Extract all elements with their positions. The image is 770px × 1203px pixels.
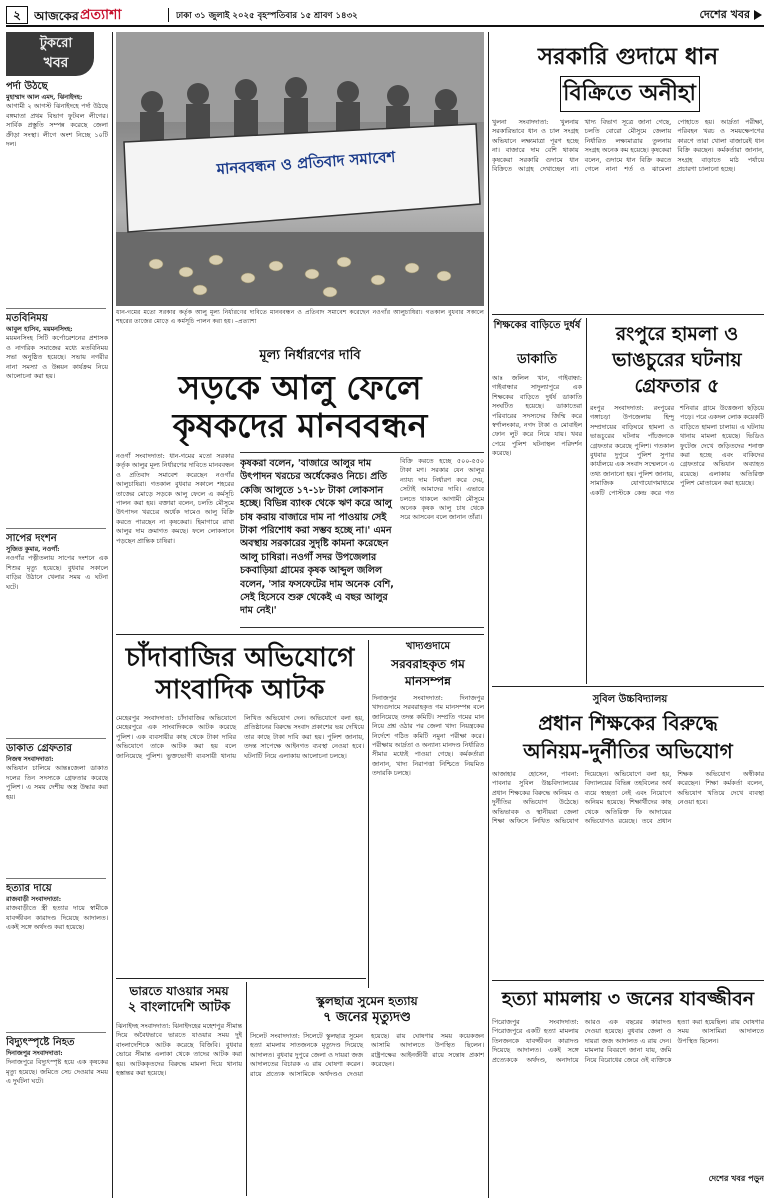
head-teacher-kicker: সুবিল উচ্চবিদ্যালয় xyxy=(592,694,668,705)
sidebar-item xyxy=(6,882,108,1032)
sidebar-item-body: ময়মনসিংহ সিটি কর্পোরেশনের প্রশাসক ও নাগরিক সমাজের মধ্যে মতবিনিময় সভা অনুষ্ঠিত হয়েছে। সভায় নগরীর নানা সমস্যা ও উন্নয়ন কার্যক্রম নিয়ে আলোচনা করা হয়। xyxy=(6,334,108,381)
gom-kicker: খাদ্যগুদামে xyxy=(405,641,451,652)
sidebar-item xyxy=(6,1036,108,1196)
divider xyxy=(492,314,764,315)
sidebar-item xyxy=(6,742,108,872)
divider xyxy=(492,980,764,981)
pull-quote: কৃষকরা বলেন, 'বাজারে আলুর দাম উৎপাদন খরচের অর্ধেকেরও নিচে। প্রতি কেজি আলুতে ১৭-১৮ টাকা লোকসান হচ্ছে। বিভিন্ন ব্যাংক থেকে ঋণ করে আলু চাষ করায় বাজারে দাম না পাওয়ায় সেই টাকা পরিশোধ করা সম্ভব হচ্ছে না।' এমন অবস্থায় সরকারের সুদৃষ্টি কামনা করেছেন আলু চাষিরা। নওগাঁ সদর উপজেলার চকবাড়িয়া গ্রামের কৃষক আব্দুল জলিল বলেন, 'সার ফসফেটের দাম অনেক বেশি, সেই হিসেবে শুরু থেকেই এ বছর আলুর দাম নেই।' xyxy=(240,458,394,617)
jabajjibon-headline: হত্যা মামলায় ৩ জনের যাবজ্জীবন xyxy=(501,988,755,1010)
divider xyxy=(488,32,489,1198)
sidebar-item-body: নওগাঁর পত্নীতলায় সাপের দংশনে এক শিশুর মৃত্যু হয়েছে। বুধবার সকালে বাড়ির উঠানে খেলার সময় এ ঘটনা ঘটে। xyxy=(6,554,108,591)
govt-headline-line-2: বিক্রিতে অনীহা xyxy=(563,81,696,106)
sidebar-item xyxy=(6,532,108,772)
divider xyxy=(6,1032,106,1033)
divider xyxy=(6,878,106,879)
divider xyxy=(246,982,247,1196)
gom-body: দিনাজপুর সংবাদদাতা: দিনাজপুর খাদ্যগুদামে সরবরাহকৃত গম মানসম্পন্ন বলে জানিয়েছে তদন্ত কমিটি। সম্প্রতি গমের মান নিয়ে প্রশ্ন ওঠার পর জেলা খাদ্য নিয়ন্ত্রকের নির্দেশে গঠিত কমিটি নমুনা পরীক্ষা করে। পরীক্ষায় আর্দ্রতা ও অন্যান্য মানদণ্ড নির্ধারিত সীমার মধ্যেই পাওয়া গেছে। কর্মকর্তারা জানান, খাদ্য নিরাপত্তা নিশ্চিতে নিয়মিত তদারকি চলছে। xyxy=(372,694,484,778)
head-teacher-headline-line-2: অনিয়ম-দুর্নীতির অভিযোগ xyxy=(523,739,733,763)
dakati-headline: ডাকাতি xyxy=(517,352,557,367)
chanda-headline-line-1: চাঁদাবাজির অভিযোগে xyxy=(125,643,355,673)
dateline: ঢাকা ৩১ জুলাই ২০২৫ বৃহস্পতিবার ১৫ শ্রাবণ ১৪৩২ xyxy=(176,11,358,21)
sidebar-item-title: সাপের দংশন xyxy=(6,533,57,544)
brand-prefix: আজকের xyxy=(34,9,79,23)
govt-headline-line-1: সরকারি গুদামে ধান xyxy=(537,44,719,70)
banner-text: মানববন্ধন ও প্রতিবাদ সমাবেশ xyxy=(216,147,396,179)
pull-quote-box xyxy=(240,452,484,628)
badge-line-1: টুকরো xyxy=(39,36,73,51)
govt-body: খুলনা সংবাদদাতা: খুলনায় সরকারিভাবে ধান ও চাল সংগ্রহ অভিযানে লক্ষ্যমাত্রা পূরণ হচ্ছে না। বাজারে দাম বেশি থাকায় কৃষকেরা সরকারি গুদামে ধান বিক্রিতে আগ্রহ দেখাচ্ছেন না। খাদ্য বিভাগ সূত্রে জানা গেছে, চলতি বোরো মৌসুমে জেলায় নির্ধারিত লক্ষ্যমাত্রার তুলনায় সংগ্রহ অনেক কম হয়েছে। কৃষকেরা বলেন, গুদামে ধান বিক্রি করতে গেলে নানা শর্ত ও ঝামেলা পোহাতে হয়। আর্দ্রতা পরীক্ষা, পরিবহন খরচ ও সময়ক্ষেপণের কারণে তারা খোলা বাজারেই ধান বিক্রি করছেন। কর্মকর্তারা জানান, সংগ্রহ বাড়াতে মাঠ পর্যায়ে প্রচারণা চালানো হচ্ছে। xyxy=(492,118,764,174)
sidebar-item-title: পর্দা উঠছে xyxy=(6,81,48,92)
lead-headline-line-2: কৃষকদের মানববন্ধন xyxy=(172,406,428,445)
lead-photo xyxy=(116,32,484,306)
sidebar-item-title: বিদ্যুৎস্পৃষ্টে নিহত xyxy=(6,1037,75,1048)
gom-headline-line-1: সরবরাহকৃত গম xyxy=(391,657,465,671)
govt-headline-box xyxy=(560,76,700,112)
sidebar-item-title: মতবিনিময় xyxy=(6,313,48,324)
divider xyxy=(6,738,106,739)
sumon-body: সিলেট সংবাদদাতা: সিলেটে স্কুলছাত্র সুমেন হত্যা মামলায় সাতজনকে মৃত্যুদণ্ড দিয়েছে আদালত। বুধবার দুপুরে জেলা ও দায়রা জজ আদালতের বিচারক এ রায় ঘোষণা করেন। রায়ে প্রত্যেক আসামিকে অর্থদণ্ডও দেওয়া হয়েছে। রায় ঘোষণার সময় কয়েকজন আসামি আদালতে উপস্থিত ছিলেন। রাষ্ট্রপক্ষের আইনজীবী রায়ে সন্তোষ প্রকাশ করেছেন। xyxy=(250,1032,484,1078)
rangpur-headline-line-3: গ্রেফতার ৫ xyxy=(634,375,720,397)
sidebar-item-body: আগামী ২ আগস্ট ঝিনাইদহে পর্দা উঠছে বঙ্গমাতা প্রথম বিভাগ ফুটবল লীগের। সার্বিক প্রস্তুতি সম্পন্ন করেছে জেলা ক্রীড়া সংস্থা। লীগে অংশ নিচ্ছে ১০টি দল। xyxy=(6,102,108,149)
sidebar xyxy=(6,32,110,1198)
lead-kicker: মূল্য নির্ধারণের দাবি xyxy=(259,348,361,363)
divider xyxy=(116,634,484,635)
sidebar-item-body: অভিযান চালিয়ে আন্তঃজেলা ডাকাত দলের তিন সদস্যকে গ্রেফতার করেছে পুলিশ। এ সময় দেশীয় অস্ত্র উদ্ধার করা হয়। xyxy=(6,764,108,801)
section-marker xyxy=(754,10,762,20)
masthead xyxy=(6,5,764,27)
sidebar-item-title: ডাকাত গ্রেফতার xyxy=(6,743,72,754)
bharat-headline-line-1: ভারতে যাওয়ার সময় xyxy=(129,984,229,998)
sidebar-badge xyxy=(6,32,94,76)
divider xyxy=(116,978,366,979)
dakati-kicker: শিক্ষকের বাড়িতে দুর্ধর্ষ xyxy=(493,320,581,331)
sidebar-item-body: দিনাজপুরে বিদ্যুৎস্পৃষ্ট হয়ে এক কৃষকের মৃত্যু হয়েছে। জমিতে সেচ দেওয়ার সময় এ দুর্ঘটনা ঘটে। xyxy=(6,1058,108,1086)
sidebar-item-byline: নিজস্ব সংবাদদাতা: xyxy=(6,755,54,763)
divider xyxy=(492,686,764,687)
badge-line-2: খবর xyxy=(43,55,69,71)
chanda-body: মেহেরপুর সংবাদদাতা: চাঁদাবাজির অভিযোগে মেহেরপুরে এক সাংবাদিককে আটক করেছে পুলিশ। এক ব্যবসায়ীর কাছ থেকে টাকা দাবির অভিযোগে তাকে আটক করা হয় বলে জানিয়েছে পুলিশ। ভুক্তভোগী ব্যবসায়ী থানায় লিখিত অভিযোগ দেন। অভিযোগে বলা হয়, প্রতিষ্ঠানের বিরুদ্ধে সংবাদ প্রকাশের ভয় দেখিয়ে তার কাছে টাকা দাবি করা হয়। পুলিশ জানায়, তদন্ত সাপেক্ষে আইনগত ব্যবস্থা নেওয়া হবে। ঘটনাটি নিয়ে এলাকায় আলোচনা চলছে। xyxy=(116,714,364,760)
brand-name: প্রত্যাশা xyxy=(80,7,122,23)
sidebar-item-title: হত্যার দায়ে xyxy=(6,883,52,894)
rangpur-headline-line-1: রংপুরে হামলা ও xyxy=(615,323,739,345)
lead-body-continued: বিক্রি করতে হচ্ছে ৫০০-৫৫০ টাকা মণ। সরকার যেন আলুর ন্যায্য দাম নির্ধারণ করে দেয়, সেটাই আমাদের দাবি। এভাবে চলতে থাকলে আগামী মৌসুমে অনেক কৃষক আলু চাষ থেকে সরে আসবেন বলে জানান তাঁরা। xyxy=(400,457,484,522)
photo-caption: ধান-গমের মতো সরকার কর্তৃক আলু মূল্য নির্ধারণের দাবিতে মানববন্ধন ও প্রতিবাদ সমাবেশ করেছেন নওগাঁর আলুচাষিরা। গতকাল বুধবার সকালে শহরের তাজের মোড়ে এ কর্মসূচি পালন করা হয়। –প্রত্যাশা xyxy=(116,309,484,325)
sumon-headline-line-1: স্কুলছাত্র সুমেন হত্যায় xyxy=(316,994,418,1008)
divider xyxy=(168,8,169,22)
sidebar-item-byline: রাজবাড়ী সংবাদদাতা: xyxy=(6,895,62,903)
sidebar-item-byline: মুহাম্মাদ আল এমদ, ঝিনাইদহ: xyxy=(6,93,83,101)
divider xyxy=(586,318,587,684)
rangpur-body: রংপুর সংবাদদাতা: রংপুরের গঙ্গাচড়া উপজেলায় হিন্দু সম্প্রদায়ের বাড়িঘরে হামলা ও ভাঙচুরের ঘটনায় পাঁচজনকে গ্রেফতার করেছে পুলিশ। গতকাল বুধবার দুপুরে পুলিশ সুপার কার্যালয়ে এক সংবাদ সম্মেলনে এ তথ্য জানানো হয়। পুলিশ জানায়, সামাজিক যোগাযোগমাধ্যমে একটি পোস্টকে কেন্দ্র করে গত শনিবার গ্রামে উত্তেজনা ছড়িয়ে পড়ে। পরে একদল লোক কয়েকটি বাড়িতে হামলা চালায়। এ ঘটনায় থানায় মামলা হয়েছে। ভিডিও ফুটেজ দেখে জড়িতদের শনাক্ত করা হচ্ছে এবং বাকিদের গ্রেফতারে অভিযান অব্যাহত রয়েছে। এলাকায় অতিরিক্ত পুলিশ মোতায়েন করা হয়েছে। xyxy=(590,404,764,497)
bharat-headline-line-2: ২ বাংলাদেশি আটক xyxy=(127,1000,231,1015)
divider xyxy=(6,528,106,529)
head-teacher-headline-line-1: প্রধান শিক্ষকের বিরুদ্ধে xyxy=(538,711,718,735)
sidebar-item xyxy=(6,80,108,320)
divider xyxy=(112,32,113,1198)
chanda-headline-line-2: সাংবাদিক আটক xyxy=(155,675,325,705)
sidebar-item-byline: সুজিত কুমার, নওগাঁ: xyxy=(6,545,60,553)
bharat-body: ঝিনাইদহ সংবাদদাতা: ঝিনাইদহের মহেশপুর সীমান্ত দিয়ে অবৈধভাবে ভারতে যাওয়ার সময় দুই বাংলাদেশিকে আটক করেছে বিজিবি। বুধবার ভোরে সীমান্ত এলাকা থেকে তাদের আটক করা হয়। আটককৃতদের বিরুদ্ধে মামলা দিয়ে থানায় হস্তান্তর করা হয়েছে। xyxy=(116,1022,242,1078)
jabajjibon-body: পিরোজপুর সংবাদদাতা: পিরোজপুরে একটি হত্যা মামলায় তিনজনকে যাবজ্জীবন কারাদণ্ড দিয়েছে আদালত। একই সঙ্গে প্রত্যেককে অর্থদণ্ড, অনাদায়ে আরও এক বছরের কারাদণ্ড দেওয়া হয়েছে। বুধবার জেলা ও দায়রা জজ আদালত এ রায় দেন। মামলার বিবরণে জানা যায়, জমি নিয়ে বিরোধের জেরে ওই ব্যক্তিকে হত্যা করা হয়েছিল। রায় ঘোষণার সময় আসামিরা আদালতে উপস্থিত ছিলেন। xyxy=(492,1018,764,1064)
lead-headline-line-1: সড়কে আলু ফেলে xyxy=(178,368,422,407)
rangpur-headline-line-2: ভাঙচুরের ঘটনায় xyxy=(612,349,742,371)
head-teacher-body: আজাহার হোসেন, পাবনা: পাবনার সুবিল উচ্চবিদ্যালয়ের প্রধান শিক্ষকের বিরুদ্ধে অনিয়ম ও দুর্নীতির অভিযোগ উঠেছে। অভিভাবক ও স্থানীয়রা জেলা শিক্ষা অফিসে লিখিত অভিযোগ দিয়েছেন। অভিযোগে বলা হয়, বিদ্যালয়ের বিভিন্ন তহবিলের অর্থ ব্যয়ে স্বচ্ছতা নেই এবং নিয়োগে অনিয়ম হয়েছে। শিক্ষার্থীদের কাছ থেকে অতিরিক্ত ফি আদায়ের অভিযোগও রয়েছে। তবে প্রধান শিক্ষক অভিযোগ অস্বীকার করেছেন। শিক্ষা কর্মকর্তা বলেন, অভিযোগ খতিয়ে দেখে ব্যবস্থা নেওয়া হবে। xyxy=(492,770,764,826)
dakati-body: আঃ জলিল খান, গাইবান্ধা: গাইবান্ধার সাদুল্যাপুরে এক শিক্ষকের বাড়িতে দুর্ধর্ষ ডাকাতি সংঘটিত হয়েছে। ডাকাতেরা পরিবারের সদস্যদের জিম্মি করে স্বর্ণালংকার, নগদ টাকা ও মোবাইল ফোন লুট করে নিয়ে যায়। খবর পেয়ে পুলিশ ঘটনাস্থল পরিদর্শন করেছে। xyxy=(492,374,582,458)
gom-headline-line-2: মানসম্পন্ন xyxy=(405,674,451,688)
divider xyxy=(368,640,369,988)
section-name: দেশের খবর xyxy=(699,8,750,21)
sumon-headline-line-2: ৭ জনের মৃত্যুদণ্ড xyxy=(323,1010,411,1025)
lead-body: নওগাঁ সংবাদদাতা: ধান-গমের মতো সরকার কর্তৃক আলুর মূল্য নির্ধারণের দাবিতে মানববন্ধন ও প্রতিবাদ সমাবেশ করেছেন নওগাঁর আলুচাষিরা। গতকাল বুধবার সকালে শহরের তাজের মোড়ে সড়কে আলু ফেলে এ কর্মসূচি পালন করা হয়। বক্তারা বলেন, চলতি মৌসুমে উৎপাদন খরচের অর্ধেক দামেও আলু বিক্রি করতে পারছেন না কৃষকেরা। হিমাগারে রাখা আলুর দাম ক্রমাগত কমছে। ফলে লোকসানে পড়ছেন প্রান্তিক চাষিরা। xyxy=(116,452,234,545)
sidebar-item-body: রাজবাড়ীতে স্ত্রী হত্যার দায়ে স্বামীকে যাবজ্জীবন কারাদণ্ড দিয়েছে আদালত। একই সঙ্গে অর্থদণ্ড করা হয়েছে। xyxy=(6,904,108,932)
sidebar-item-byline: আবুল হাসিব, ময়মনসিংহ: xyxy=(6,325,73,333)
page-number: ২ xyxy=(6,6,28,24)
jabajjibon-footer[interactable]: দেশের খবর পড়ুন xyxy=(708,1174,764,1183)
divider xyxy=(6,308,106,309)
sidebar-item-byline: দিনাজপুর সংবাদদাতা: xyxy=(6,1049,63,1057)
